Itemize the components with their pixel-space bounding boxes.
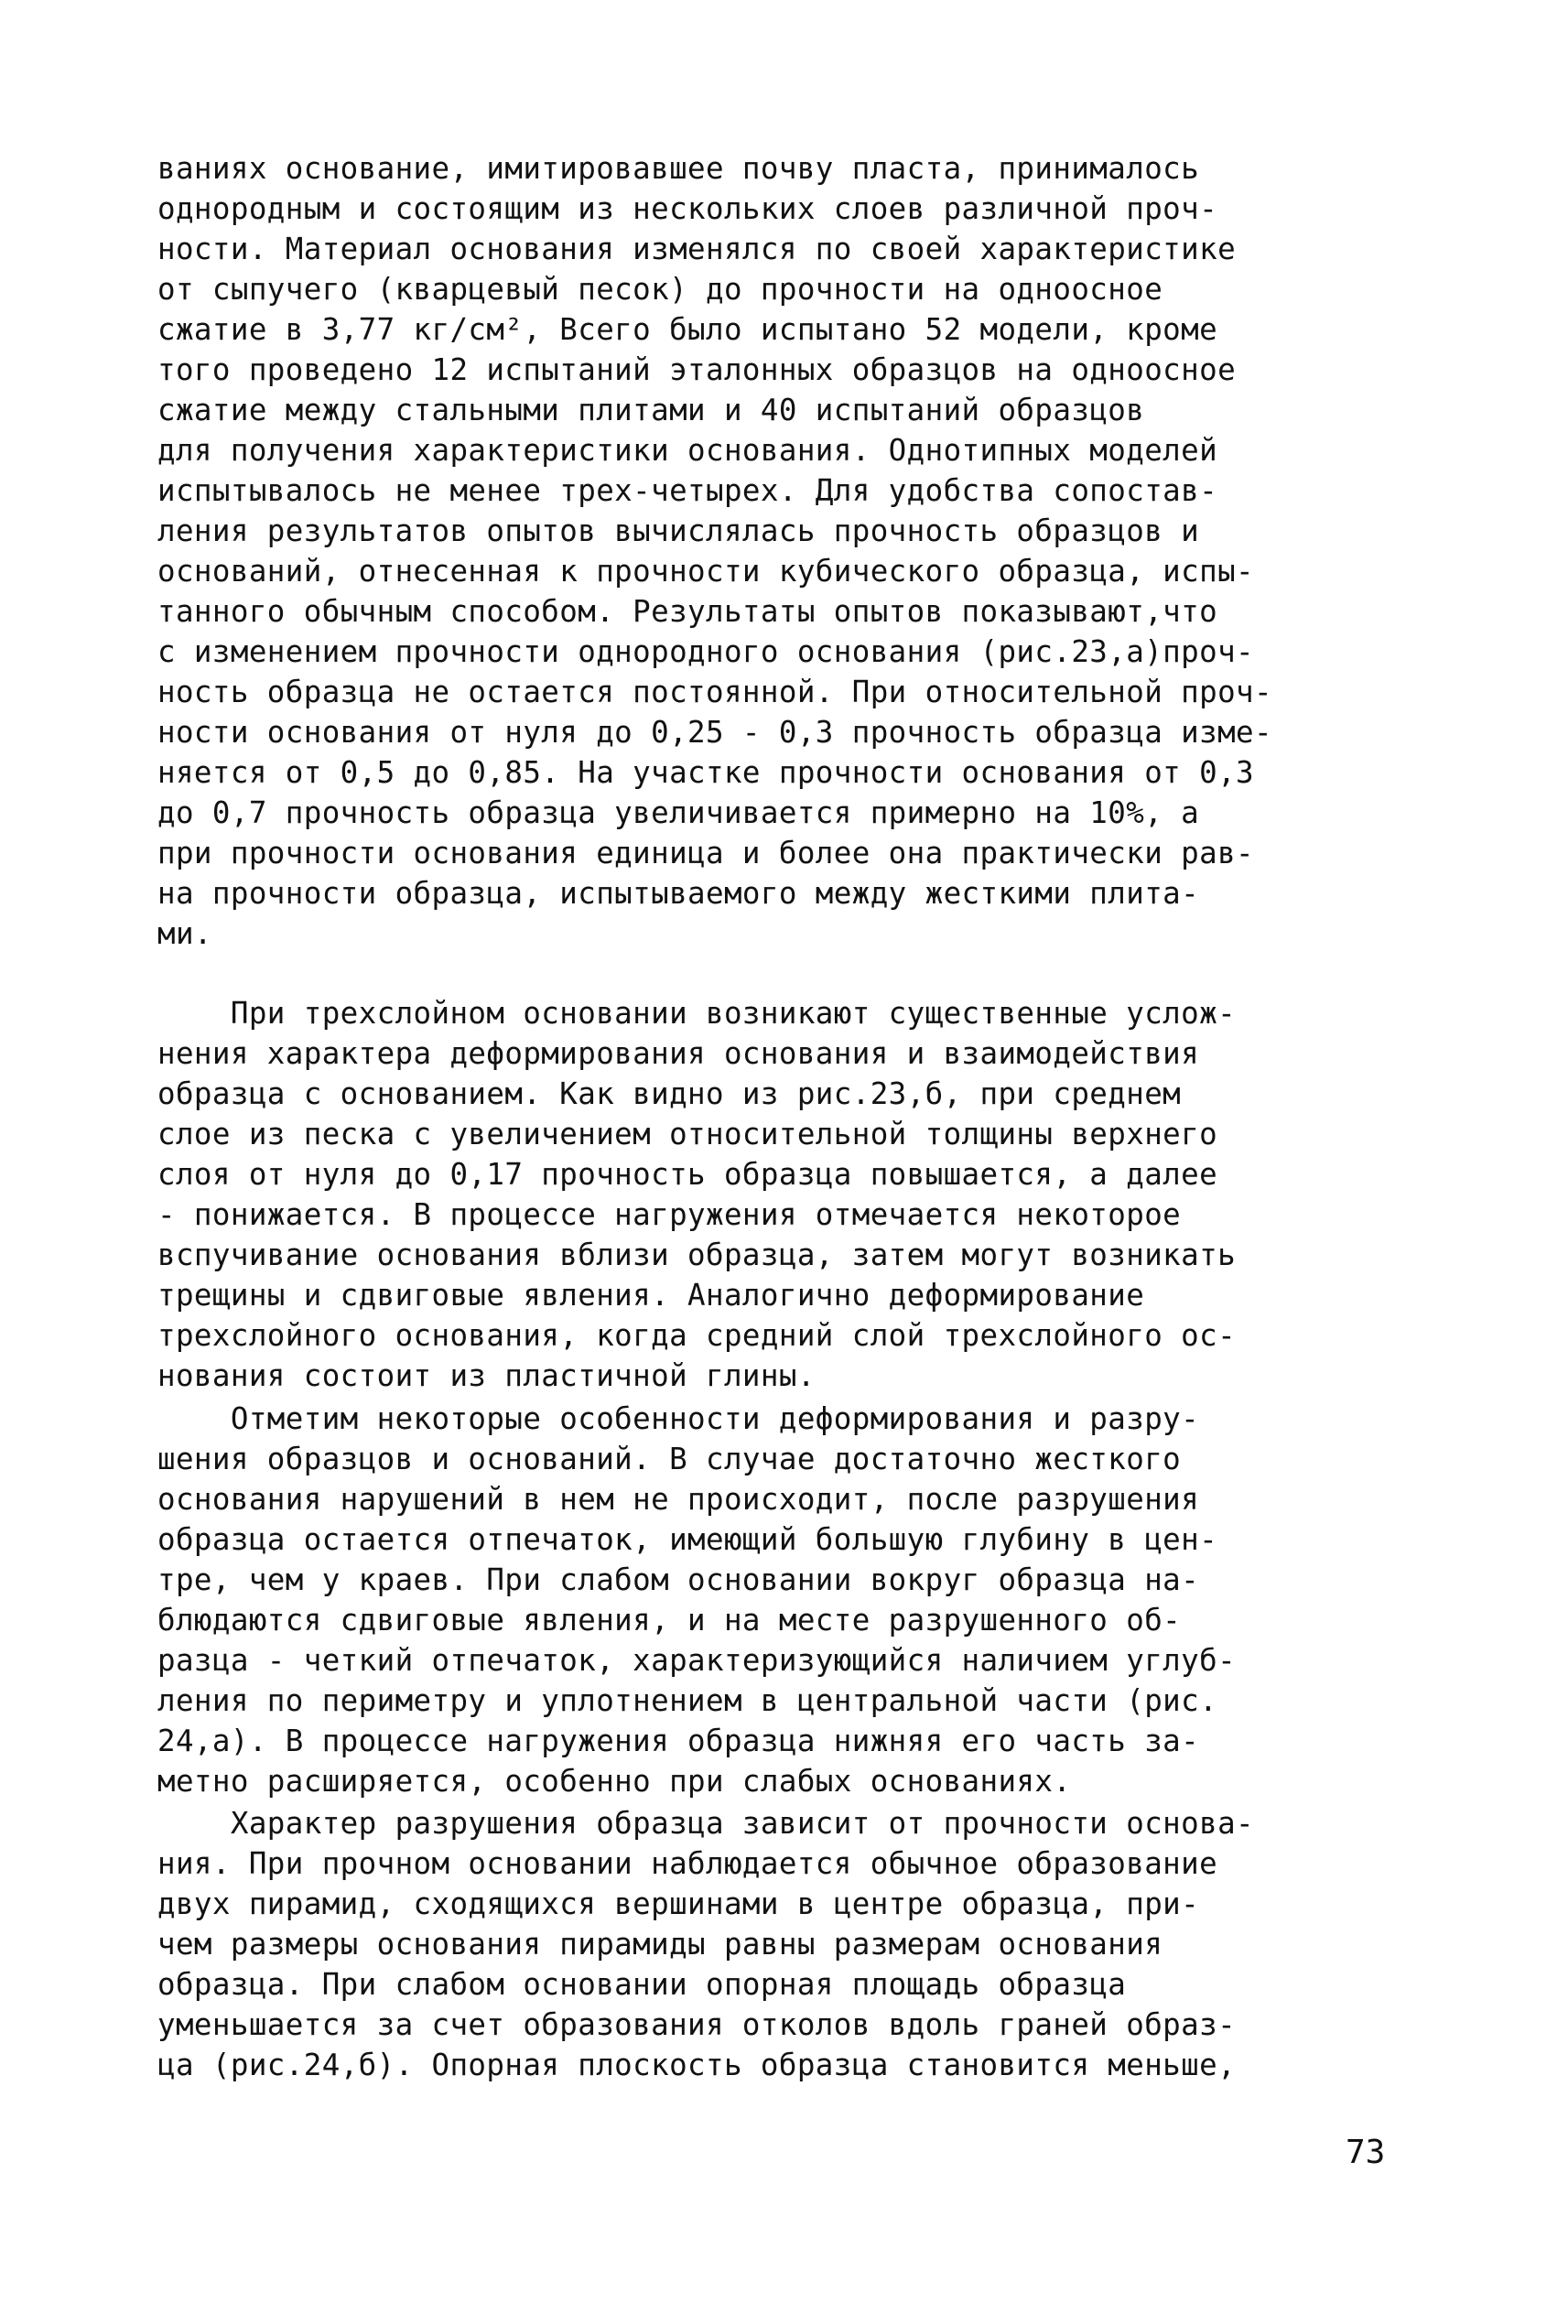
text-line: сжатие между стальными плитами и 40 испытаний образцов [157, 393, 1145, 427]
text-line: двух пирамид, сходящихся вершинами в центре образца, при- [157, 1886, 1200, 1921]
text-line: того проведено 12 испытаний эталонных образцов на одноосное [157, 352, 1237, 387]
text-line: при прочности основания единица и более она практически рав- [157, 836, 1254, 870]
text-line: метно расширяется, особенно при слабых основаниях. [157, 1764, 1072, 1799]
text-line: - понижается. В процессе нагружения отмечается некоторое [157, 1197, 1182, 1232]
text-line: ления по периметру и уплотнением в центральной части (рис. [157, 1683, 1218, 1718]
text-line: няется от 0,5 до 0,85. На участке прочности основания от 0,3 [157, 755, 1254, 790]
paragraph-1 [157, 148, 1411, 954]
text-line: нования состоит из пластичной глины. [157, 1358, 816, 1393]
text-line: ваниях основание, имитировавшее почву пласта, принималось [157, 151, 1200, 186]
text-line: блюдаются сдвиговые явления, и на месте разрушенного об- [157, 1603, 1182, 1638]
text-line: от сыпучего (кварцевый песок) до прочности на одноосное [157, 272, 1163, 307]
text-line: разца - четкий отпечаток, характеризующийся наличием углуб- [157, 1643, 1237, 1678]
text-line: ления результатов опытов вычислялась прочность образцов и [157, 513, 1200, 548]
text-line: При трехслойном основании возникают существенные услож- [157, 996, 1237, 1031]
text-line: ности основания от нуля до 0,25 - 0,3 прочность образца изме- [157, 715, 1272, 750]
text-line: образца остается отпечаток, имеющий большую глубину в цен- [157, 1522, 1218, 1557]
text-line: трехслойного основания, когда средний слой трехслойного ос- [157, 1318, 1237, 1353]
text-line: испытывалось не менее трех-четырех. Для удобства сопостав- [157, 473, 1218, 508]
text-line: ности. Материал основания изменялся по своей характеристике [157, 232, 1237, 266]
text-line: Характер разрушения образца зависит от прочности основа- [157, 1806, 1254, 1841]
text-line: сжатие в 3,77 кг/см², Всего было испытано 52 модели, кроме [157, 312, 1218, 347]
text-line: шения образцов и оснований. В случае достаточно жесткого [157, 1442, 1182, 1476]
paragraph-4 [157, 1803, 1411, 2085]
text-line: трещины и сдвиговые явления. Аналогично деформирование [157, 1278, 1145, 1313]
text-line: оснований, отнесенная к прочности кубического образца, испы- [157, 554, 1254, 589]
text-line: образца. При слабом основании опорная площадь образца [157, 1967, 1127, 2002]
text-line: уменьшается за счет образования отколов вдоль граней образ- [157, 2007, 1237, 2042]
text-line: однородным и состоящим из нескольких слоев различной проч- [157, 191, 1218, 226]
text-line: танного обычным способом. Результаты опытов показывают,что [157, 594, 1218, 629]
text-line: основания нарушений в нем не происходит, после разрушения [157, 1482, 1200, 1517]
text-line: 24,а). В процессе нагружения образца нижняя его часть за- [157, 1724, 1200, 1758]
text-line: тре, чем у краев. При слабом основании вокруг образца на- [157, 1562, 1200, 1597]
text-line: Отметим некоторые особенности деформирования и разру- [157, 1401, 1200, 1436]
text-line: ми. [157, 916, 212, 951]
page-number: 73 [1346, 2134, 1386, 2171]
text-line: до 0,7 прочность образца увеличивается примерно на 10%, а [157, 795, 1200, 830]
text-line: нения характера деформирования основания и взаимодействия [157, 1036, 1200, 1071]
text-line: ца (рис.24,б). Опорная плоскость образца становится меньше, [157, 2048, 1237, 2082]
text-line: ность образца не остается постоянной. При относительной проч- [157, 675, 1272, 709]
text-line: чем размеры основания пирамиды равны размерам основания [157, 1927, 1163, 1962]
text-line: слое из песка с увеличением относительной толщины верхнего [157, 1117, 1218, 1151]
text-line: для получения характеристики основания. Однотипных моделей [157, 433, 1218, 468]
text-line: образца с основанием. Как видно из рис.23,б, при среднем [157, 1076, 1182, 1111]
text-line: вспучивание основания вблизи образца, затем могут возникать [157, 1238, 1237, 1272]
paragraph-2 [157, 993, 1411, 1396]
text-line: с изменением прочности однородного основания (рис.23,а)проч- [157, 634, 1254, 669]
text-line: слоя от нуля до 0,17 прочность образца повышается, а далее [157, 1157, 1218, 1192]
paragraph-3 [157, 1399, 1411, 1801]
text-line: на прочности образца, испытываемого между жесткими плита- [157, 876, 1200, 911]
text-line: ния. При прочном основании наблюдается обычное образование [157, 1846, 1218, 1881]
